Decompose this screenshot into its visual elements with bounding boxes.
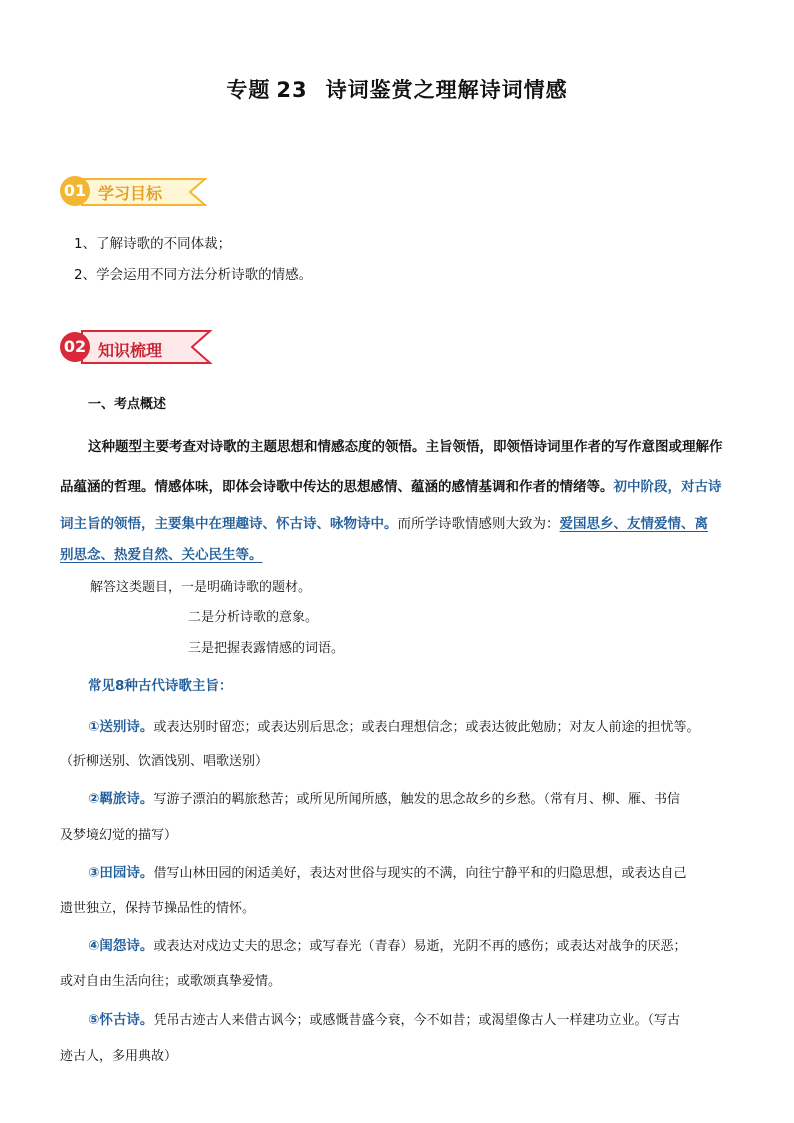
section-number: 01 [63, 181, 87, 200]
title-number: 23 [276, 78, 308, 102]
section-label: 学习目标 [98, 184, 163, 203]
list-item: ④闺怨诗。或表达对戍边丈夫的思念；或写春光（青春）易逝，光阴不再的感伤；或表达对战争的厌恶； [88, 938, 687, 954]
section-number: 02 [63, 337, 87, 356]
step-line: 三是把握表露情感的词语。 [188, 641, 345, 656]
paragraph-line: 词主旨的领悟，主要集中在理趣诗、怀古诗、咏物诗中。而所学诗歌情感则大致为：爱国思乡、友情爱情、离 [60, 516, 708, 532]
title-prefix: 专题 [226, 78, 271, 102]
list-heading: 常见8种古代诗歌主旨： [88, 678, 233, 694]
step-line: 解答这类题目，一是明确诗歌的题材。 [90, 580, 312, 595]
subheading: 一、考点概述 [88, 397, 167, 412]
list-item-cont: 遗世独立，保持节操品性的情怀。 [60, 901, 256, 916]
paragraph-line: 别思念、热爱自然、关心民生等。 [60, 547, 263, 563]
page-title [0, 74, 794, 104]
list-item-cont: 及梦境幻觉的描写） [60, 828, 178, 843]
list-item: ②羁旅诗。写游子漂泊的羁旅愁苦；或所见所闻所感，触发的思念故乡的乡愁。（常有月、柳、雁、书信 [88, 791, 680, 807]
list-item-cont: （折柳送别、饮酒饯别、唱歌送别） [60, 754, 269, 769]
list-item: ⑤怀古诗。凭吊古迹古人来借古讽今；或感慨昔盛今衰，今不如昔；或渴望像古人一样建功立业。（写古 [88, 1012, 680, 1028]
goal-item: 1、了解诗歌的不同体裁； [74, 236, 232, 252]
goal-item: 2、学会运用不同方法分析诗歌的情感。 [74, 267, 313, 283]
paragraph-line: 品蕴涵的哲理。情感体味，即体会诗歌中传达的思想感情、蕴涵的感情基调和作者的情绪等。初中阶段，对古诗 [60, 479, 722, 495]
step-line: 二是分析诗歌的意象。 [188, 610, 319, 625]
list-item: ③田园诗。借写山林田园的闲适美好，表达对世俗与现实的不满，向往宁静平和的归隐思想，或表达自己 [88, 865, 687, 881]
list-item-cont: 迹古人，多用典故） [60, 1049, 178, 1064]
section-header-knowledge [60, 327, 220, 367]
list-item-cont: 或对自由生活向往；或歌颂真挚爱情。 [60, 974, 282, 989]
section-header-goals [60, 172, 220, 212]
section-label: 知识梳理 [98, 341, 163, 360]
title-text: 诗词鉴赏之理解诗词情感 [325, 78, 568, 102]
list-item: ①送别诗。或表达别时留恋；或表达别后思念；或表白理想信念；或表达彼此勉励；对友人前途的担忧等。 [88, 719, 700, 735]
paragraph-line: 这种题型主要考查对诗歌的主题思想和情感态度的领悟。主旨领悟，即领悟诗词里作者的写作意图或理解作 [88, 439, 723, 455]
